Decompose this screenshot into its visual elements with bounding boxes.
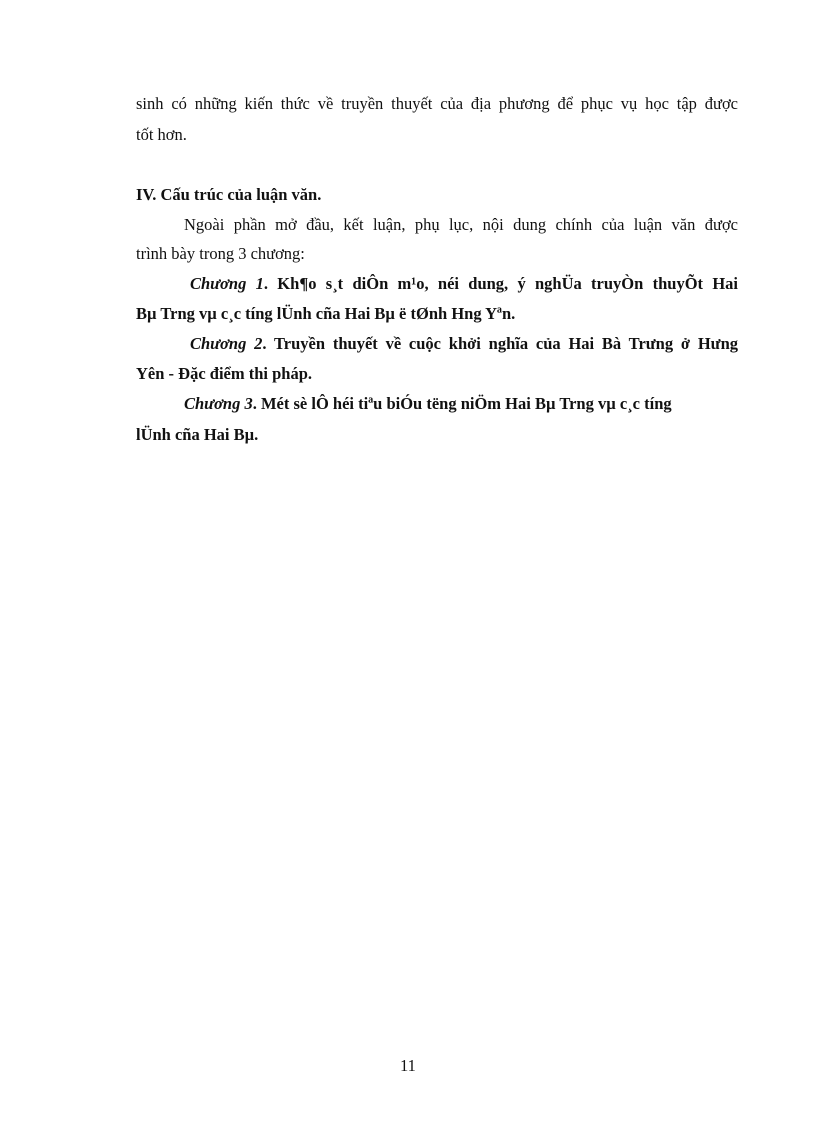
page-number: 11 (400, 1056, 416, 1075)
paragraph-line: trình bày trong 3 chương: (136, 244, 305, 263)
chapter-3-label: Chương 3 (184, 394, 253, 413)
chapter-2-line-1 (190, 334, 738, 354)
chapter-3-line-1 (184, 394, 738, 414)
paragraph-line: tốt hơn. (136, 125, 187, 144)
chapter-2-label: Chương 2 (190, 334, 263, 353)
chapter-2-title: . Truyền thuyết về cuộc khởi nghĩa của Hai Bà Trưng ở Hưng (262, 334, 738, 353)
section-heading: IV. Cấu trúc của luận văn. (136, 185, 322, 204)
chapter-1-line-1 (190, 274, 738, 294)
chapter-1-title: . Kh¶o s¸t diÔn m¹o, néi dung, ý nghÜa truyÒn thuyÕt Hai (263, 274, 738, 293)
chapter-3-title: . Mét sè lÔ héi tiªu biÓu tëng niÖm Hai Bµ Trng vµ c¸c tíng (252, 394, 672, 413)
chapter-2-line-2: Yên - Đặc điểm thi pháp. (136, 364, 313, 383)
chapter-1-label: Chương 1 (190, 274, 264, 293)
chapter-3-line-2: lÜnh cña Hai Bµ. (136, 425, 259, 444)
paragraph-line: Ngoài phần mở đầu, kết luận, phụ lục, nội dung chính của luận văn được (184, 215, 738, 234)
chapter-1-line-2: Bµ Trng vµ c¸c tíng lÜnh cña Hai Bµ ë tØnh Hng Yªn. (136, 304, 516, 323)
paragraph-line: sinh có những kiến thức về truyền thuyết của địa phương để phục vụ học tập được (136, 94, 738, 113)
